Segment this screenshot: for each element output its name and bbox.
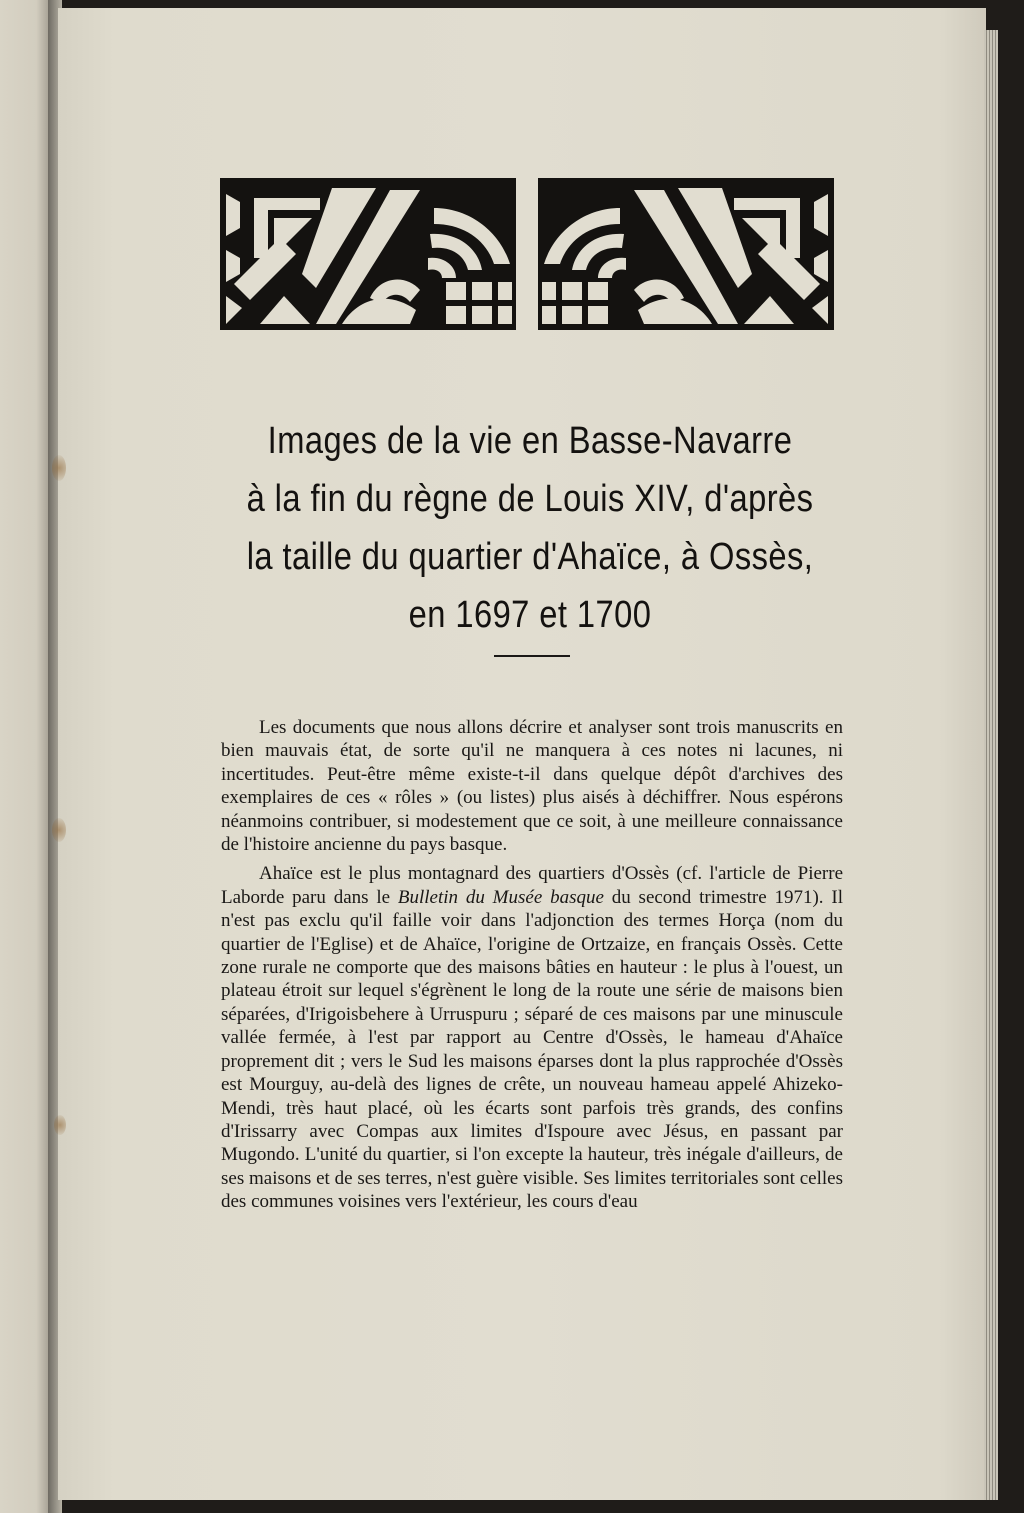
foxing-stain: [54, 1115, 66, 1135]
basque-geometric-frieze-icon: [220, 178, 834, 330]
article-body: [221, 716, 843, 1220]
facing-page-edge: [0, 0, 52, 1513]
page-stack-edge: [984, 30, 998, 1500]
title-line: en 1697 et 1700: [408, 594, 652, 636]
journal-title: Bulletin du Musée basque: [397, 886, 604, 908]
title-line: à la fin du règne de Louis XIV, d'après: [246, 478, 814, 520]
paragraph-text: du second trimestre 1971). Il n'est pas exclu qu'il faille voir dans l'adjonction des termes Horça (nom du quartier de l'Eglise) et de Ahaïce, l'origine de Ortzaize, en français Ossès. Cette zone rurale ne comporte que des maisons bâties en hauteur : le plus à l'ouest, un plateau étroit sur lequel s'égrènent le long de la route une série de maisons bien séparées, d'Irigoisbehere à Urruspuru ; séparé de ces maisons par une minuscule vallée fermée, à l'est par rapport au Centre d'Ossès, le hameau d'Ahaïce proprement dit ; vers le Sud les maisons éparses dont la plus rapprochée d'Ossès est Mourguy, au-delà des lignes de crête, un nouveau hameau appelé Ahizeko-Mendi, très haut placé, où les écarts sont parfois très grands, des confins d'Irissarry avec Compas aux limites d'Ispoure avec Jésus, en passant par Mugondo. L'unité du quartier, si l'on excepte la hauteur, très inégale d'ailleurs, de ses maisons et de ses terres, n'est guère visible. Ses limites territoriales sont celles des communes voisines vers l'extérieur, les cours d'eau: [221, 886, 843, 1213]
title-divider: [494, 655, 570, 657]
title-line: la taille du quartier d'Ahaïce, à Ossès,: [246, 536, 814, 578]
title-line: Images de la vie en Basse-Navarre: [267, 420, 793, 462]
paragraph: [221, 862, 843, 1213]
paragraph-text: Ahaïce est le plus montagnard des quartiers d'Ossès (cf. l'article de Pierre Laborde paru dans le: [221, 863, 843, 908]
foxing-stain: [52, 455, 66, 481]
paragraph: Les documents que nous allons décrire et analyser sont trois manuscrits en bien mauvais état, de sorte qu'il ne manquera à ces notes ni lacunes, ni incertitudes. Peut-être même existe-t-il dans quelque dépôt d'archives des exemplaires de ces « rôles » (ou listes) plus aisés à déchiffrer. Nous espérons néanmoins contribuer, si modestement que ce soit, à une meilleure connaissance de l'histoire ancienne du pays basque.: [221, 717, 843, 856]
foxing-stain: [52, 818, 66, 842]
article-title: [212, 412, 848, 644]
